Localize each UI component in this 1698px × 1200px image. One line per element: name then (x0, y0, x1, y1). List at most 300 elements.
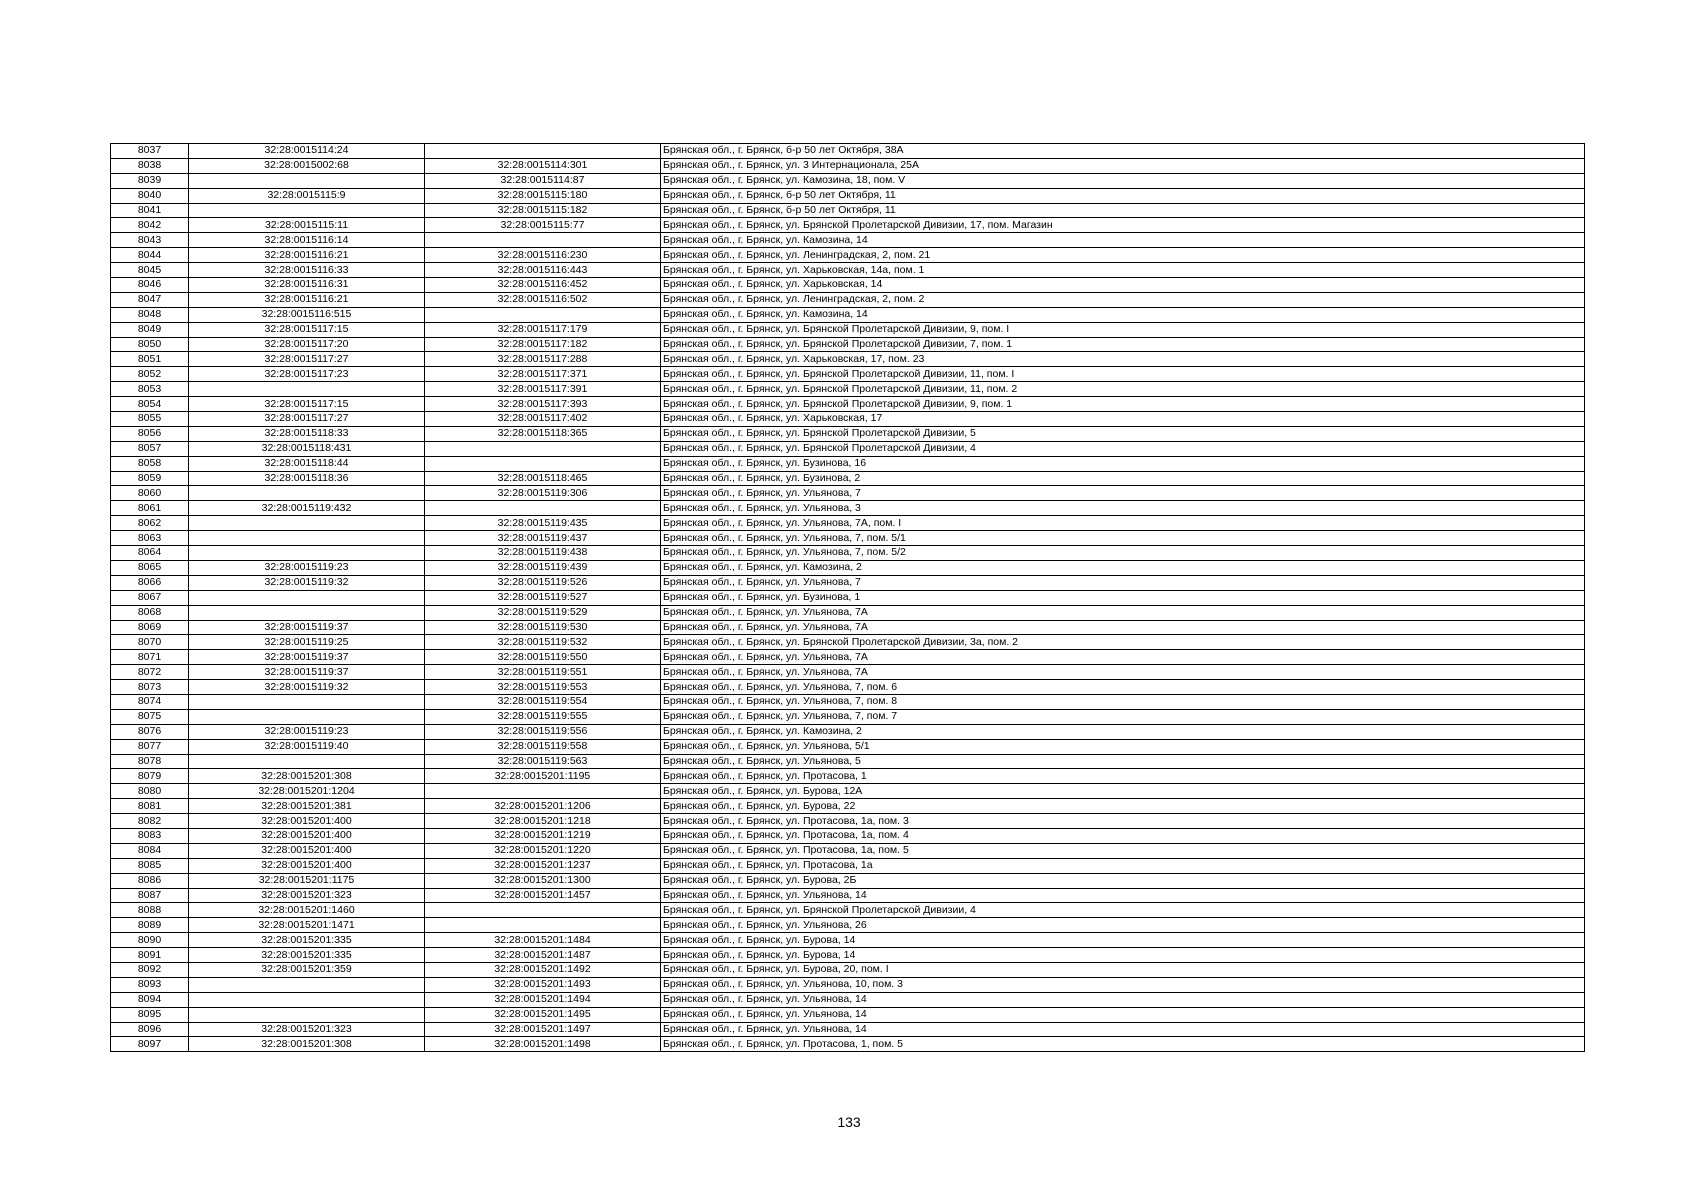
address-cell: Брянская обл., г. Брянск, ул. Харьковская, 14а, пом. 1 (661, 263, 1585, 278)
room-cadastral-number-cell (425, 307, 661, 322)
cadastral-number-cell: 32:28:0015201:400 (189, 828, 425, 843)
cadastral-number-cell: 32:28:0015119:37 (189, 665, 425, 680)
cadastral-number-cell: 32:28:0015116:31 (189, 278, 425, 293)
room-cadastral-number-cell: 32:28:0015114:301 (425, 158, 661, 173)
table-row (111, 367, 1585, 382)
row-number-cell: 8059 (111, 471, 189, 486)
table-row (111, 665, 1585, 680)
page-number: 133 (837, 1114, 861, 1130)
row-number-cell: 8041 (111, 203, 189, 218)
row-number-cell: 8046 (111, 278, 189, 293)
table-row (111, 903, 1585, 918)
room-cadastral-number-cell: 32:28:0015119:529 (425, 605, 661, 620)
table-row (111, 218, 1585, 233)
address-cell: Брянская обл., г. Брянск, ул. Камозина, 18, пом. V (661, 173, 1585, 188)
address-cell: Брянская обл., г. Брянск, ул. Ульянова, 14 (661, 1022, 1585, 1037)
room-cadastral-number-cell: 32:28:0015119:527 (425, 590, 661, 605)
table-row (111, 188, 1585, 203)
room-cadastral-number-cell: 32:28:0015114:87 (425, 173, 661, 188)
table-row (111, 933, 1585, 948)
row-number-cell: 8069 (111, 620, 189, 635)
row-number-cell: 8090 (111, 933, 189, 948)
table-row (111, 635, 1585, 650)
table-row (111, 575, 1585, 590)
cadastral-number-cell (189, 590, 425, 605)
row-number-cell: 8037 (111, 144, 189, 159)
room-cadastral-number-cell (425, 501, 661, 516)
row-number-cell: 8054 (111, 397, 189, 412)
room-cadastral-number-cell: 32:28:0015201:1218 (425, 814, 661, 829)
row-number-cell: 8076 (111, 724, 189, 739)
cadastral-number-cell: 32:28:0015118:33 (189, 426, 425, 441)
room-cadastral-number-cell: 32:28:0015115:182 (425, 203, 661, 218)
address-cell: Брянская обл., г. Брянск, ул. Ульянова, 7А (661, 650, 1585, 665)
address-cell: Брянская обл., г. Брянск, ул. Протасова, 1а, пом. 3 (661, 814, 1585, 829)
cadastral-number-cell (189, 694, 425, 709)
row-number-cell: 8072 (111, 665, 189, 680)
row-number-cell: 8085 (111, 858, 189, 873)
room-cadastral-number-cell: 32:28:0015201:1494 (425, 992, 661, 1007)
cadastral-number-cell: 32:28:0015119:25 (189, 635, 425, 650)
address-cell: Брянская обл., г. Брянск, ул. Ульянова, 7, пом. 6 (661, 680, 1585, 695)
table-row (111, 263, 1585, 278)
row-number-cell: 8055 (111, 412, 189, 427)
table-row (111, 352, 1585, 367)
row-number-cell: 8042 (111, 218, 189, 233)
address-cell: Брянская обл., г. Брянск, ул. Брянской Пролетарской Дивизии, 9, пом. 1 (661, 397, 1585, 412)
table-row (111, 471, 1585, 486)
row-number-cell: 8095 (111, 1007, 189, 1022)
room-cadastral-number-cell: 32:28:0015118:365 (425, 426, 661, 441)
address-cell: Брянская обл., г. Брянск, ул. Протасова, 1а (661, 858, 1585, 873)
room-cadastral-number-cell: 32:28:0015115:180 (425, 188, 661, 203)
cadastral-number-cell (189, 977, 425, 992)
cadastral-number-cell (189, 709, 425, 724)
table-row (111, 828, 1585, 843)
room-cadastral-number-cell: 32:28:0015201:1493 (425, 977, 661, 992)
cadastral-number-cell: 32:28:0015201:1175 (189, 873, 425, 888)
address-cell: Брянская обл., г. Брянск, ул. Протасова, 1 (661, 769, 1585, 784)
room-cadastral-number-cell: 32:28:0015119:526 (425, 575, 661, 590)
room-cadastral-number-cell: 32:28:0015117:393 (425, 397, 661, 412)
row-number-cell: 8057 (111, 441, 189, 456)
cadastral-number-cell: 32:28:0015119:32 (189, 575, 425, 590)
cadastral-number-cell (189, 382, 425, 397)
row-number-cell: 8043 (111, 233, 189, 248)
room-cadastral-number-cell: 32:28:0015201:1498 (425, 1037, 661, 1052)
table-row (111, 412, 1585, 427)
room-cadastral-number-cell: 32:28:0015201:1237 (425, 858, 661, 873)
cadastral-number-cell: 32:28:0015117:20 (189, 337, 425, 352)
row-number-cell: 8087 (111, 888, 189, 903)
cadastral-number-cell: 32:28:0015119:37 (189, 620, 425, 635)
room-cadastral-number-cell (425, 903, 661, 918)
address-cell: Брянская обл., г. Брянск, ул. Ульянова, 7, пом. 5/2 (661, 546, 1585, 561)
address-cell: Брянская обл., г. Брянск, ул. Ульянова, 10, пом. 3 (661, 977, 1585, 992)
table-row (111, 948, 1585, 963)
address-cell: Брянская обл., г. Брянск, ул. Ульянова, 7, пом. 7 (661, 709, 1585, 724)
table-row (111, 516, 1585, 531)
cadastral-number-cell (189, 531, 425, 546)
table-row (111, 173, 1585, 188)
cadastral-number-cell: 32:28:0015201:381 (189, 799, 425, 814)
row-number-cell: 8074 (111, 694, 189, 709)
address-cell: Брянская обл., г. Брянск, ул. Харьковская, 17, пом. 23 (661, 352, 1585, 367)
address-cell: Брянская обл., г. Брянск, ул. Брянской Пролетарской Дивизии, 9, пом. I (661, 322, 1585, 337)
cadastral-number-cell: 32:28:0015201:400 (189, 814, 425, 829)
row-number-cell: 8049 (111, 322, 189, 337)
row-number-cell: 8092 (111, 962, 189, 977)
cadastral-number-cell (189, 203, 425, 218)
address-cell: Брянская обл., г. Брянск, ул. Харьковская, 17 (661, 412, 1585, 427)
row-number-cell: 8080 (111, 784, 189, 799)
room-cadastral-number-cell: 32:28:0015119:530 (425, 620, 661, 635)
address-cell: Брянская обл., г. Брянск, ул. Бурова, 14 (661, 948, 1585, 963)
address-cell: Брянская обл., г. Брянск, ул. Камозина, 14 (661, 307, 1585, 322)
room-cadastral-number-cell: 32:28:0015201:1497 (425, 1022, 661, 1037)
address-cell: Брянская обл., г. Брянск, ул. Брянской Пролетарской Дивизии, 17, пом. Магазин (661, 218, 1585, 233)
address-cell: Брянская обл., г. Брянск, б-р 50 лет Октября, 38А (661, 144, 1585, 159)
address-cell: Брянская обл., г. Брянск, ул. Бузинова, 1 (661, 590, 1585, 605)
row-number-cell: 8079 (111, 769, 189, 784)
register-table (110, 143, 1585, 1052)
address-cell: Брянская обл., г. Брянск, ул. Брянской Пролетарской Дивизии, 11, пом. I (661, 367, 1585, 382)
cadastral-number-cell (189, 1007, 425, 1022)
row-number-cell: 8058 (111, 456, 189, 471)
cadastral-number-cell (189, 754, 425, 769)
row-number-cell: 8093 (111, 977, 189, 992)
cadastral-number-cell (189, 992, 425, 1007)
address-cell: Брянская обл., г. Брянск, ул. Ленинградская, 2, пом. 21 (661, 248, 1585, 263)
cadastral-number-cell (189, 516, 425, 531)
cadastral-number-cell: 32:28:0015118:431 (189, 441, 425, 456)
cadastral-number-cell: 32:28:0015201:308 (189, 1037, 425, 1052)
address-cell: Брянская обл., г. Брянск, ул. Камозина, 2 (661, 724, 1585, 739)
address-cell: Брянская обл., г. Брянск, ул. Ульянова, 7 (661, 575, 1585, 590)
cadastral-number-cell: 32:28:0015116:515 (189, 307, 425, 322)
table-row (111, 680, 1585, 695)
cadastral-number-cell: 32:28:0015201:1471 (189, 918, 425, 933)
table-row (111, 754, 1585, 769)
room-cadastral-number-cell (425, 233, 661, 248)
address-cell: Брянская обл., г. Брянск, ул. Бурова, 20, пом. I (661, 962, 1585, 977)
table-row (111, 307, 1585, 322)
cadastral-number-cell (189, 605, 425, 620)
table-row (111, 962, 1585, 977)
cadastral-number-cell (189, 173, 425, 188)
address-cell: Брянская обл., г. Брянск, ул. Протасова, 1, пом. 5 (661, 1037, 1585, 1052)
table-row (111, 590, 1585, 605)
room-cadastral-number-cell: 32:28:0015117:288 (425, 352, 661, 367)
row-number-cell: 8088 (111, 903, 189, 918)
address-cell: Брянская обл., г. Брянск, ул. Брянской Пролетарской Дивизии, 3а, пом. 2 (661, 635, 1585, 650)
address-cell: Брянская обл., г. Брянск, ул. Камозина, 2 (661, 560, 1585, 575)
table-row (111, 546, 1585, 561)
room-cadastral-number-cell: 32:28:0015201:1484 (425, 933, 661, 948)
row-number-cell: 8066 (111, 575, 189, 590)
room-cadastral-number-cell: 32:28:0015119:555 (425, 709, 661, 724)
address-cell: Брянская обл., г. Брянск, ул. Ульянова, 5/1 (661, 739, 1585, 754)
cadastral-number-cell: 32:28:0015117:15 (189, 322, 425, 337)
address-cell: Брянская обл., г. Брянск, ул. Ульянова, 7А (661, 605, 1585, 620)
row-number-cell: 8065 (111, 560, 189, 575)
table-row (111, 233, 1585, 248)
room-cadastral-number-cell: 32:28:0015117:182 (425, 337, 661, 352)
address-cell: Брянская обл., г. Брянск, ул. Ульянова, 7 (661, 486, 1585, 501)
address-cell: Брянская обл., г. Брянск, ул. Бурова, 12А (661, 784, 1585, 799)
row-number-cell: 8051 (111, 352, 189, 367)
cadastral-number-cell: 32:28:0015201:1204 (189, 784, 425, 799)
address-cell: Брянская обл., г. Брянск, ул. Бузинова, 16 (661, 456, 1585, 471)
cadastral-number-cell: 32:28:0015119:37 (189, 650, 425, 665)
table-row (111, 382, 1585, 397)
table-row (111, 873, 1585, 888)
cadastral-number-cell: 32:28:0015117:27 (189, 412, 425, 427)
room-cadastral-number-cell: 32:28:0015119:563 (425, 754, 661, 769)
table-row (111, 739, 1585, 754)
table-row (111, 888, 1585, 903)
table-row (111, 992, 1585, 1007)
cadastral-number-cell: 32:28:0015115:11 (189, 218, 425, 233)
address-cell: Брянская обл., г. Брянск, ул. Бурова, 2Б (661, 873, 1585, 888)
room-cadastral-number-cell: 32:28:0015119:554 (425, 694, 661, 709)
table-row (111, 918, 1585, 933)
cadastral-number-cell: 32:28:0015201:400 (189, 858, 425, 873)
row-number-cell: 8086 (111, 873, 189, 888)
room-cadastral-number-cell: 32:28:0015119:435 (425, 516, 661, 531)
cadastral-number-cell: 32:28:0015114:24 (189, 144, 425, 159)
table-row (111, 694, 1585, 709)
table-row (111, 337, 1585, 352)
table-row (111, 977, 1585, 992)
room-cadastral-number-cell: 32:28:0015119:437 (425, 531, 661, 546)
address-cell: Брянская обл., г. Брянск, ул. Ульянова, 14 (661, 888, 1585, 903)
cadastral-number-cell: 32:28:0015116:21 (189, 292, 425, 307)
row-number-cell: 8062 (111, 516, 189, 531)
address-cell: Брянская обл., г. Брянск, ул. Ленинградская, 2, пом. 2 (661, 292, 1585, 307)
cadastral-number-cell: 32:28:0015201:359 (189, 962, 425, 977)
address-cell: Брянская обл., г. Брянск, ул. Ульянова, 14 (661, 992, 1585, 1007)
table-row (111, 144, 1585, 159)
room-cadastral-number-cell: 32:28:0015119:556 (425, 724, 661, 739)
register-table-body (111, 144, 1585, 1052)
row-number-cell: 8052 (111, 367, 189, 382)
cadastral-number-cell (189, 486, 425, 501)
table-row (111, 784, 1585, 799)
row-number-cell: 8048 (111, 307, 189, 322)
room-cadastral-number-cell: 32:28:0015116:443 (425, 263, 661, 278)
table-row (111, 203, 1585, 218)
row-number-cell: 8044 (111, 248, 189, 263)
address-cell: Брянская обл., г. Брянск, ул. Брянской Пролетарской Дивизии, 7, пом. 1 (661, 337, 1585, 352)
cadastral-number-cell: 32:28:0015201:335 (189, 933, 425, 948)
row-number-cell: 8060 (111, 486, 189, 501)
table-row (111, 292, 1585, 307)
room-cadastral-number-cell (425, 918, 661, 933)
room-cadastral-number-cell: 32:28:0015201:1195 (425, 769, 661, 784)
address-cell: Брянская обл., г. Брянск, ул. Протасова, 1а, пом. 5 (661, 843, 1585, 858)
room-cadastral-number-cell: 32:28:0015201:1300 (425, 873, 661, 888)
room-cadastral-number-cell: 32:28:0015117:391 (425, 382, 661, 397)
room-cadastral-number-cell (425, 784, 661, 799)
row-number-cell: 8073 (111, 680, 189, 695)
address-cell: Брянская обл., г. Брянск, ул. Бурова, 14 (661, 933, 1585, 948)
address-cell: Брянская обл., г. Брянск, б-р 50 лет Октября, 11 (661, 188, 1585, 203)
row-number-cell: 8091 (111, 948, 189, 963)
address-cell: Брянская обл., г. Брянск, ул. Ульянова, 7А (661, 620, 1585, 635)
row-number-cell: 8078 (111, 754, 189, 769)
row-number-cell: 8068 (111, 605, 189, 620)
row-number-cell: 8070 (111, 635, 189, 650)
address-cell: Брянская обл., г. Брянск, ул. Камозина, 14 (661, 233, 1585, 248)
address-cell: Брянская обл., г. Брянск, ул. Харьковская, 14 (661, 278, 1585, 293)
table-row (111, 158, 1585, 173)
room-cadastral-number-cell: 32:28:0015119:306 (425, 486, 661, 501)
row-number-cell: 8096 (111, 1022, 189, 1037)
cadastral-number-cell: 32:28:0015118:36 (189, 471, 425, 486)
room-cadastral-number-cell: 32:28:0015118:465 (425, 471, 661, 486)
cadastral-number-cell: 32:28:0015119:432 (189, 501, 425, 516)
table-row (111, 426, 1585, 441)
cadastral-number-cell: 32:28:0015116:14 (189, 233, 425, 248)
table-row (111, 486, 1585, 501)
table-row (111, 248, 1585, 263)
cadastral-number-cell: 32:28:0015117:15 (189, 397, 425, 412)
table-row (111, 650, 1585, 665)
table-row (111, 769, 1585, 784)
address-cell: Брянская обл., г. Брянск, ул. Ульянова, 7А (661, 665, 1585, 680)
row-number-cell: 8097 (111, 1037, 189, 1052)
address-cell: Брянская обл., г. Брянск, ул. Бурова, 22 (661, 799, 1585, 814)
row-number-cell: 8082 (111, 814, 189, 829)
cadastral-number-cell: 32:28:0015201:323 (189, 1022, 425, 1037)
room-cadastral-number-cell: 32:28:0015201:1495 (425, 1007, 661, 1022)
address-cell: Брянская обл., г. Брянск, ул. Брянской Пролетарской Дивизии, 4 (661, 441, 1585, 456)
room-cadastral-number-cell: 32:28:0015201:1487 (425, 948, 661, 963)
address-cell: Брянская обл., г. Брянск, ул. Ульянова, 7А, пом. I (661, 516, 1585, 531)
cadastral-number-cell: 32:28:0015201:1460 (189, 903, 425, 918)
row-number-cell: 8061 (111, 501, 189, 516)
table-row (111, 397, 1585, 412)
table-row (111, 278, 1585, 293)
address-cell: Брянская обл., г. Брянск, ул. Ульянова, 7, пом. 8 (661, 694, 1585, 709)
row-number-cell: 8050 (111, 337, 189, 352)
address-cell: Брянская обл., г. Брянск, ул. Брянской Пролетарской Дивизии, 5 (661, 426, 1585, 441)
room-cadastral-number-cell: 32:28:0015201:1206 (425, 799, 661, 814)
row-number-cell: 8056 (111, 426, 189, 441)
room-cadastral-number-cell: 32:28:0015117:402 (425, 412, 661, 427)
row-number-cell: 8089 (111, 918, 189, 933)
row-number-cell: 8084 (111, 843, 189, 858)
room-cadastral-number-cell: 32:28:0015119:532 (425, 635, 661, 650)
room-cadastral-number-cell (425, 456, 661, 471)
room-cadastral-number-cell: 32:28:0015117:179 (425, 322, 661, 337)
room-cadastral-number-cell: 32:28:0015116:502 (425, 292, 661, 307)
cadastral-number-cell: 32:28:0015119:23 (189, 724, 425, 739)
address-cell: Брянская обл., г. Брянск, ул. Ульянова, 5 (661, 754, 1585, 769)
table-row (111, 814, 1585, 829)
room-cadastral-number-cell: 32:28:0015201:1457 (425, 888, 661, 903)
table-row (111, 858, 1585, 873)
cadastral-number-cell: 32:28:0015002:68 (189, 158, 425, 173)
address-cell: Брянская обл., г. Брянск, ул. Бузинова, 2 (661, 471, 1585, 486)
table-row (111, 322, 1585, 337)
table-row (111, 1037, 1585, 1052)
row-number-cell: 8081 (111, 799, 189, 814)
row-number-cell: 8040 (111, 188, 189, 203)
room-cadastral-number-cell: 32:28:0015119:550 (425, 650, 661, 665)
cadastral-number-cell: 32:28:0015116:33 (189, 263, 425, 278)
cadastral-number-cell: 32:28:0015117:23 (189, 367, 425, 382)
room-cadastral-number-cell: 32:28:0015116:230 (425, 248, 661, 263)
row-number-cell: 8094 (111, 992, 189, 1007)
room-cadastral-number-cell: 32:28:0015116:452 (425, 278, 661, 293)
table-row (111, 560, 1585, 575)
address-cell: Брянская обл., г. Брянск, ул. Ульянова, 26 (661, 918, 1585, 933)
row-number-cell: 8039 (111, 173, 189, 188)
room-cadastral-number-cell (425, 144, 661, 159)
row-number-cell: 8064 (111, 546, 189, 561)
cadastral-number-cell: 32:28:0015118:44 (189, 456, 425, 471)
row-number-cell: 8071 (111, 650, 189, 665)
table-row (111, 1022, 1585, 1037)
address-cell: Брянская обл., г. Брянск, ул. Протасова, 1а, пом. 4 (661, 828, 1585, 843)
cadastral-number-cell: 32:28:0015119:23 (189, 560, 425, 575)
room-cadastral-number-cell: 32:28:0015119:438 (425, 546, 661, 561)
table-row (111, 709, 1585, 724)
cadastral-number-cell: 32:28:0015119:40 (189, 739, 425, 754)
address-cell: Брянская обл., г. Брянск, ул. Ульянова, 7, пом. 5/1 (661, 531, 1585, 546)
table-row (111, 456, 1585, 471)
room-cadastral-number-cell: 32:28:0015119:558 (425, 739, 661, 754)
cadastral-number-cell: 32:28:0015201:335 (189, 948, 425, 963)
row-number-cell: 8063 (111, 531, 189, 546)
cadastral-number-cell: 32:28:0015115:9 (189, 188, 425, 203)
table-row (111, 799, 1585, 814)
cadastral-number-cell: 32:28:0015119:32 (189, 680, 425, 695)
room-cadastral-number-cell: 32:28:0015119:553 (425, 680, 661, 695)
cadastral-number-cell (189, 546, 425, 561)
row-number-cell: 8067 (111, 590, 189, 605)
row-number-cell: 8083 (111, 828, 189, 843)
address-cell: Брянская обл., г. Брянск, ул. Ульянова, 14 (661, 1007, 1585, 1022)
room-cadastral-number-cell: 32:28:0015201:1220 (425, 843, 661, 858)
address-cell: Брянская обл., г. Брянск, ул. Ульянова, 3 (661, 501, 1585, 516)
room-cadastral-number-cell: 32:28:0015119:551 (425, 665, 661, 680)
cadastral-number-cell: 32:28:0015201:400 (189, 843, 425, 858)
table-row (111, 605, 1585, 620)
row-number-cell: 8077 (111, 739, 189, 754)
table-row (111, 620, 1585, 635)
cadastral-number-cell: 32:28:0015116:21 (189, 248, 425, 263)
cadastral-number-cell: 32:28:0015201:323 (189, 888, 425, 903)
address-cell: Брянская обл., г. Брянск, ул. Брянской Пролетарской Дивизии, 11, пом. 2 (661, 382, 1585, 397)
address-cell: Брянская обл., г. Брянск, ул. 3 Интернационала, 25А (661, 158, 1585, 173)
row-number-cell: 8075 (111, 709, 189, 724)
room-cadastral-number-cell: 32:28:0015117:371 (425, 367, 661, 382)
table-row (111, 724, 1585, 739)
table-row (111, 1007, 1585, 1022)
cadastral-number-cell: 32:28:0015201:308 (189, 769, 425, 784)
room-cadastral-number-cell: 32:28:0015201:1492 (425, 962, 661, 977)
row-number-cell: 8045 (111, 263, 189, 278)
room-cadastral-number-cell: 32:28:0015119:439 (425, 560, 661, 575)
room-cadastral-number-cell: 32:28:0015115:77 (425, 218, 661, 233)
address-cell: Брянская обл., г. Брянск, б-р 50 лет Октября, 11 (661, 203, 1585, 218)
row-number-cell: 8038 (111, 158, 189, 173)
table-row (111, 501, 1585, 516)
cadastral-number-cell: 32:28:0015117:27 (189, 352, 425, 367)
